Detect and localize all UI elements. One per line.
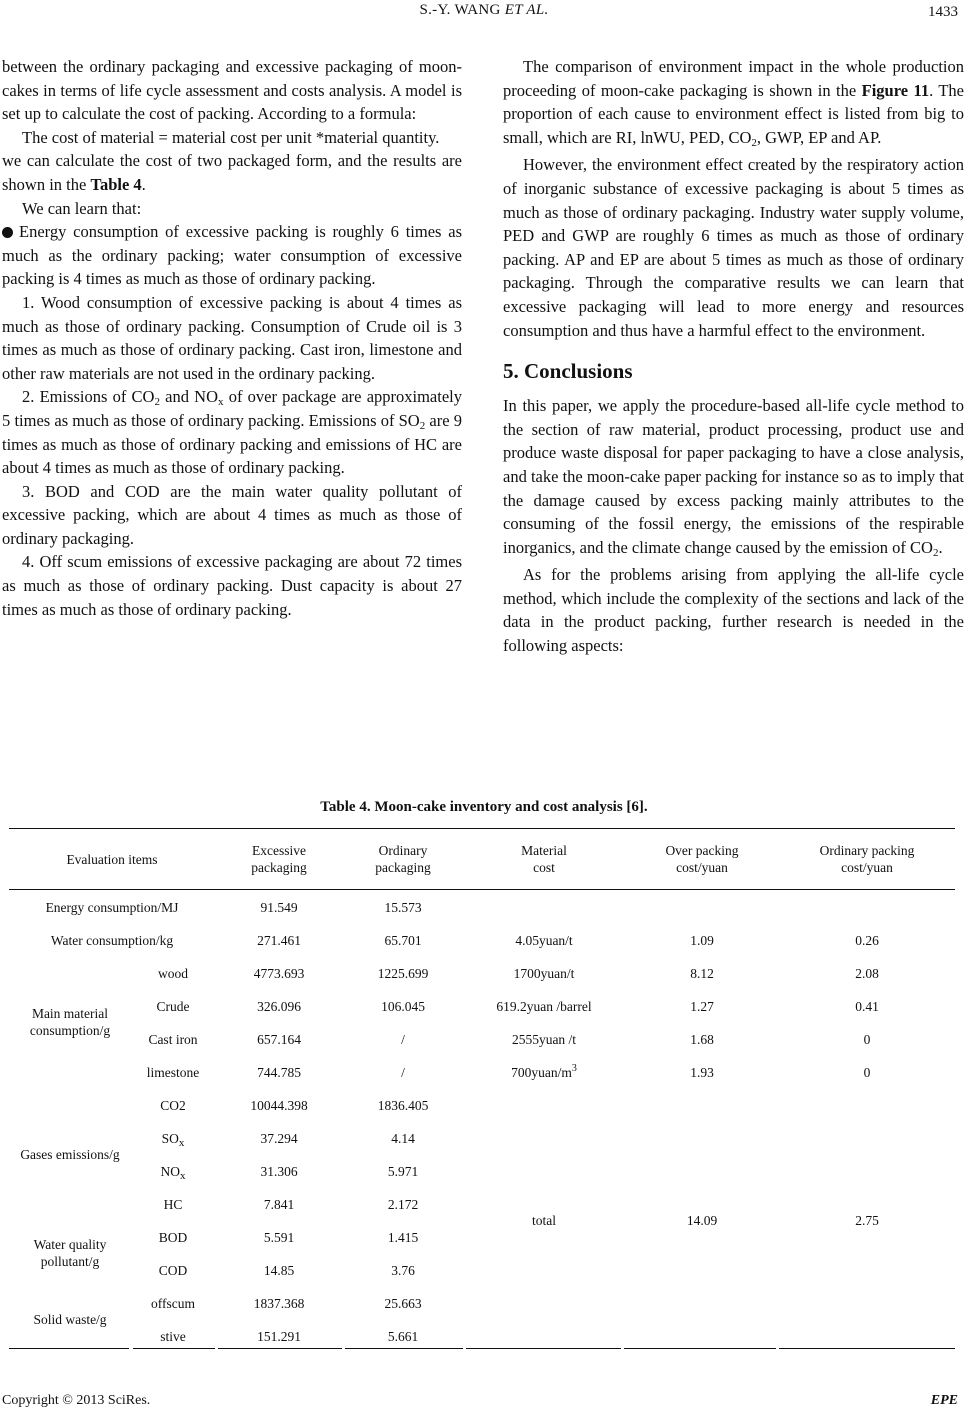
cell-ordinary: 1225.699	[377, 966, 429, 981]
row-sublabel: $NO_x$	[160, 1164, 186, 1182]
cell-excessive: 5.591	[263, 1230, 295, 1245]
cell-excessive: 657.164	[257, 1032, 301, 1047]
table-caption: Table 4. Moon-cake inventory and cost analysis [6].	[320, 799, 648, 815]
cell-excessive: 37.294	[260, 1131, 298, 1146]
cell-excessive: 31.306	[260, 1164, 298, 1179]
cell-excessive: 326.096	[257, 999, 301, 1014]
cell-ordinary: 25.663	[384, 1296, 422, 1311]
cell-over-cost: 1.09	[690, 933, 714, 948]
cell-ordinary-cost: 0.41	[855, 999, 879, 1014]
table-top-rule	[9, 828, 955, 829]
group-label-main-material: Main material consumption/g	[29, 1006, 111, 1038]
row-sublabel: Crude	[156, 999, 190, 1014]
cell-ordinary: /	[401, 1065, 405, 1080]
cell-excessive: 1837.368	[253, 1296, 305, 1311]
row-sublabel: COD	[158, 1263, 188, 1278]
cell-ordinary: 15.573	[384, 900, 422, 915]
cell-total-over-cost: 14.09	[686, 1213, 718, 1228]
row-sublabel: BOD	[158, 1230, 188, 1245]
cell-material-cost: 2555yuan /t	[511, 1032, 577, 1047]
cell-over-cost: 1.68	[690, 1032, 714, 1047]
paragraph: The comparison of environment impact in the whole production proceeding of moon-cake packaging is shown in the Figure 11. The proportion of each cause to environment effect is listed from big to small, which are RI, lnWU, PED, $CO_2$, GWP, EP and AP.	[503, 57, 964, 149]
footer-journal: EPE	[930, 1393, 958, 1408]
table-bottom-rule	[779, 1348, 955, 1349]
column-header-excessive: Excessive packaging	[251, 843, 307, 875]
table-bottom-rule	[624, 1348, 776, 1349]
page-number: 1433	[928, 4, 958, 20]
paragraph: However, the environment effect created by the respiratory action of inorganic substance of excessive packaging is about 5 times as much as those of ordinary packaging. Industry water supply volume, PED and GWP are roughly 6 times as much as those of ordinary packing. AP and EP are about 5 times as much as those of ordinary packaging. Through the comparative results we can learn that excessive packaging will lead to more energy and resources consumption and thus have a harmful effect to the environment.	[503, 155, 964, 340]
cell-material-cost: $700yuan/m^3$	[511, 1063, 577, 1080]
paragraph: In this paper, we apply the procedure-based all-life cycle method to the section of raw material, product processing, product use and produce waste disposal for paper packaging to have a close analysis, and take the moon-cake paper packing for instance so as to imply that the damage caused by excess packing mainly attributes to the consuming of the fossil energy, the emissions of the respirable inorganics, and the climate change caused by the emission of $CO_2$.	[503, 396, 964, 559]
cell-material-cost: 619.2yuan /barrel	[496, 999, 592, 1014]
footer-copyright: Copyright © 2013 SciRes.	[2, 1393, 151, 1408]
cell-excessive: 4773.693	[253, 966, 305, 981]
row-sublabel: wood	[158, 966, 188, 981]
table-header-rule	[9, 889, 955, 890]
column-header-ordinary: Ordinary packaging	[375, 843, 431, 875]
cell-excessive: 7.841	[263, 1197, 295, 1212]
list-item: 1. Wood consumption of excessive packing is about 4 times as much as those of ordinary packing. Consumption of Crude oil is 3 times as much as those of ordinary packing. Cast iron, limestone and other raw materials are not used in the ordinary packing.	[2, 292, 462, 383]
column-header-evaluation: Evaluation items	[66, 852, 158, 867]
cell-ordinary: 3.76	[391, 1263, 415, 1278]
formula-paragraph: The cost of material = material cost per unit *material quantity.	[22, 127, 440, 147]
cell-ordinary: /	[401, 1032, 405, 1047]
right-column	[503, 55, 964, 658]
section-heading: 5. Conclusions	[503, 359, 633, 384]
column-header-material-cost: Material cost	[521, 843, 567, 875]
paragraph: between the ordinary packaging and excessive packaging of moon-cakes in terms of life cycle assessment and costs analysis. A model is set up to calculate the cost of packing. According to a formula:	[2, 57, 462, 124]
row-sublabel: HC	[163, 1197, 183, 1212]
group-label-solid-waste: Solid waste/g	[33, 1312, 107, 1327]
group-label-water-quality: Water quality pollutant/g	[33, 1237, 107, 1269]
running-head-et-al: ET AL.	[504, 2, 549, 18]
row-sublabel: offscum	[151, 1296, 195, 1311]
cell-excessive: 151.291	[257, 1329, 301, 1344]
row-sublabel: CO2	[160, 1098, 186, 1113]
left-column	[2, 55, 462, 621]
cell-material-cost: 4.05yuan/t	[515, 933, 573, 948]
bullet-item: Energy consumption of excessive packing is roughly 6 times as much as the ordinary packing; water consumption of excessive packing is 4 times as much as those of ordinary packing.	[2, 222, 462, 289]
row-label-water: Water consumption/kg	[50, 933, 174, 948]
list-item: 2. Emissions of $CO_2$ and $NO_x$ of over package are approximately 5 times as much as those of ordinary packing. Emissions of $SO_2$ are 9 times as much as those of ordinary packing and emissions of HC are about 4 times as much as those of ordinary packing.	[2, 387, 462, 478]
cell-over-cost: 1.93	[690, 1065, 714, 1080]
cell-ordinary-cost: 0.26	[855, 933, 879, 948]
cell-total-label: total	[532, 1213, 556, 1228]
paragraph: we can calculate the cost of two packaged form, and the results are shown in the Table 4.	[2, 151, 462, 194]
cell-excessive: 14.85	[263, 1263, 295, 1278]
cell-excessive: 744.785	[257, 1065, 301, 1080]
list-item: 4. Off scum emissions of excessive packaging are about 72 times as much as those of ordinary packing. Dust capacity is about 27 times as much as those of ordinary packing.	[2, 552, 462, 619]
cell-ordinary: 106.045	[381, 999, 425, 1014]
cell-ordinary: 4.14	[391, 1131, 415, 1146]
cell-ordinary: 2.172	[387, 1197, 419, 1212]
page-header	[0, 0, 968, 30]
cell-ordinary-cost: 2.08	[855, 966, 879, 981]
cell-over-cost: 1.27	[690, 999, 714, 1014]
row-sublabel: $SO_x$	[161, 1131, 185, 1149]
cell-ordinary: 1.415	[387, 1230, 419, 1245]
cell-ordinary-cost: 0	[863, 1065, 871, 1080]
table-bottom-rule	[345, 1348, 463, 1349]
cell-ordinary-cost: 0	[863, 1032, 871, 1047]
cell-over-cost: 8.12	[690, 966, 714, 981]
group-label-gases: Gases emissions/g	[20, 1147, 120, 1162]
column-header-over-packing-cost: Over packing cost/yuan	[665, 843, 739, 875]
bullet-icon	[2, 227, 13, 238]
cell-ordinary: 5.971	[387, 1164, 419, 1179]
paragraph: As for the problems arising from applying the all-life cycle method, which include the complexity of the sections and lack of the data in the product packing, further research is needed in the following aspects:	[503, 565, 964, 656]
figure-reference-link[interactable]: Figure 11	[861, 80, 930, 100]
cell-material-cost: 1700yuan/t	[513, 966, 575, 981]
running-head	[0, 2, 968, 19]
cell-ordinary: 5.661	[387, 1329, 419, 1344]
table-bottom-rule	[9, 1348, 129, 1349]
table-bottom-rule	[133, 1348, 215, 1349]
row-sublabel: limestone	[146, 1065, 200, 1080]
cell-excessive: 10044.398	[250, 1098, 308, 1113]
running-head-authors: S.-Y. WANG	[419, 2, 501, 18]
cell-excessive: 271.461	[257, 933, 301, 948]
cell-ordinary: 1836.405	[377, 1098, 429, 1113]
table-reference-link[interactable]: Table 4	[90, 174, 142, 194]
row-label-energy: Energy consumption/MJ	[45, 900, 179, 915]
list-item: 3. BOD and COD are the main water quality pollutant of excessive packing, which are about 4 times as much as those of ordinary packaging.	[2, 481, 462, 548]
table-bottom-rule	[218, 1348, 342, 1349]
column-header-ordinary-packing-cost: Ordinary packing cost/yuan	[819, 843, 915, 875]
cell-ordinary: 65.701	[384, 933, 422, 948]
row-sublabel: stive	[160, 1329, 186, 1344]
table-bottom-rule	[466, 1348, 621, 1349]
row-sublabel: Cast iron	[148, 1032, 198, 1047]
paragraph: We can learn that:	[22, 198, 142, 218]
cell-total-ordinary-cost: 2.75	[855, 1213, 879, 1228]
cell-excessive: 91.549	[260, 900, 298, 915]
